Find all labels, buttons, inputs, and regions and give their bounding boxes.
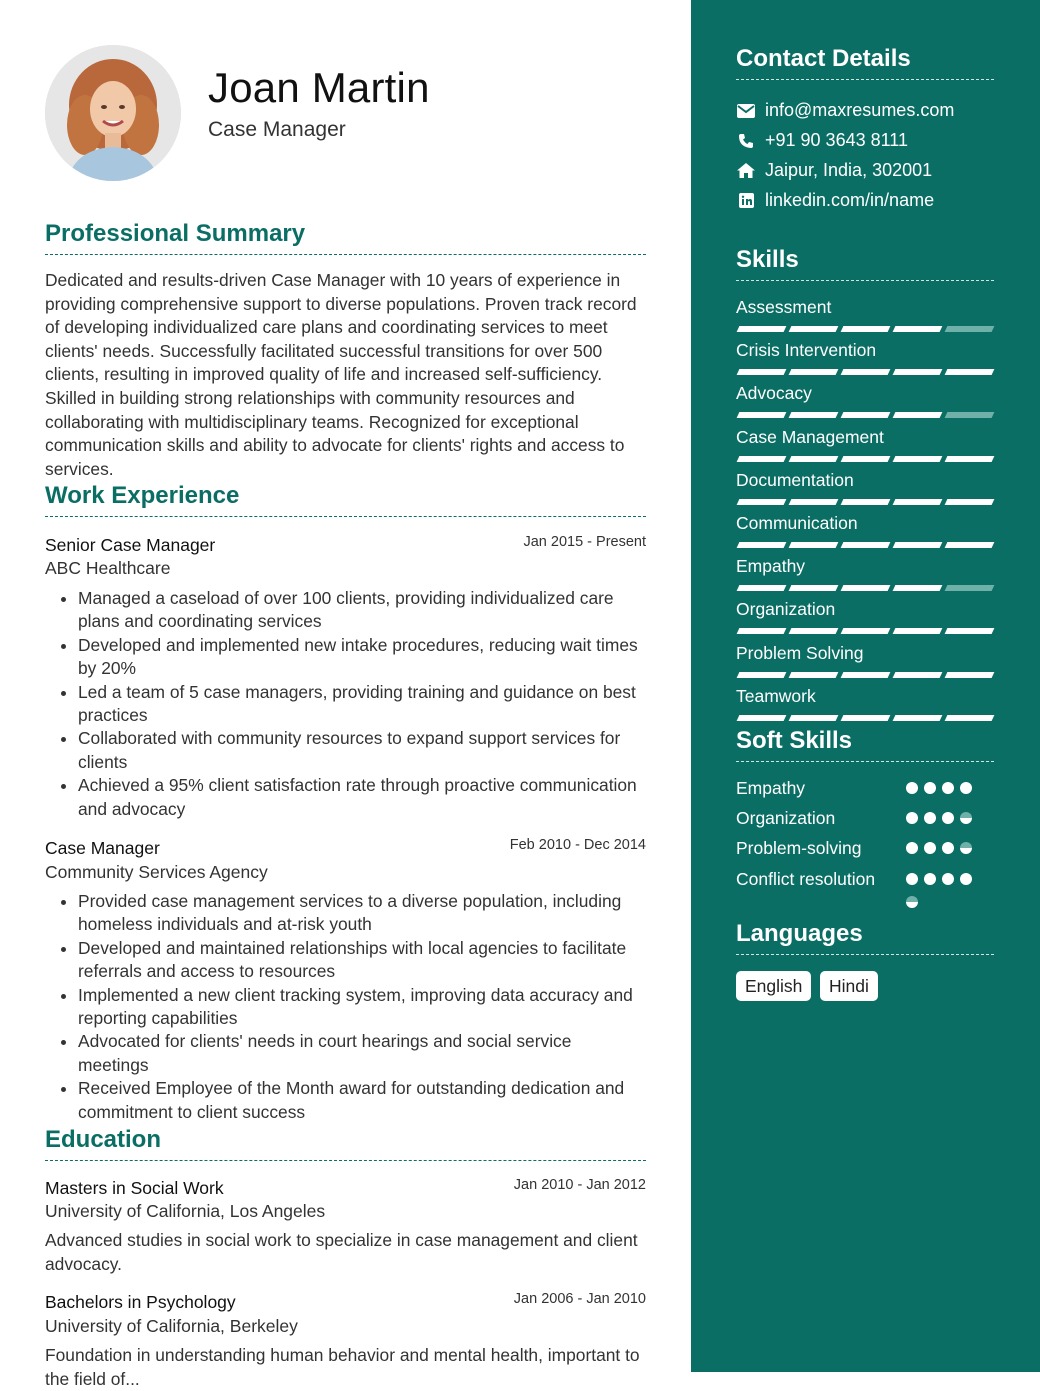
job-bullets — [45, 587, 646, 821]
skill-level-segment — [893, 542, 943, 548]
soft-skill-rating — [906, 782, 972, 794]
rating-dot — [960, 873, 972, 885]
skill-level-segment — [945, 585, 995, 591]
degree-title: Masters in Social Work — [45, 1178, 224, 1198]
skill-level-bar — [738, 542, 993, 548]
soft-skill-name: Problem-solving — [736, 838, 862, 858]
rating-dot — [942, 842, 954, 854]
candidate-title: Case Manager — [208, 118, 346, 141]
rating-dot — [960, 842, 972, 854]
envelope-icon — [736, 102, 756, 120]
skill-name: Teamwork — [736, 686, 816, 706]
job-bullets — [45, 890, 646, 1124]
skill-level-segment — [789, 585, 839, 591]
skill-level-segment — [841, 628, 891, 634]
language-tag: Hindi — [820, 971, 878, 1001]
skill-level-segment — [789, 499, 839, 505]
skill-level-bar — [738, 672, 993, 678]
job-org: ABC Healthcare — [45, 558, 171, 578]
rating-dot — [906, 842, 918, 854]
skill-level-segment — [841, 499, 891, 505]
skill-level-segment — [945, 369, 995, 375]
skill-level-segment — [893, 456, 943, 462]
skill-name: Advocacy — [736, 383, 812, 403]
job-title: Senior Case Manager — [45, 535, 216, 555]
skill-level-bar — [738, 585, 993, 591]
list-item: • Provided case management services to a diverse population, including homeless individuals and at-risk youth — [78, 890, 646, 937]
skill-level-segment — [893, 585, 943, 591]
soft-skill-name: Conflict resolution — [736, 869, 876, 889]
skill-level-segment — [945, 672, 995, 678]
rating-dot — [906, 873, 918, 885]
list-item: • Developed and maintained relationships with local agencies to facilitate referrals and access to resources — [78, 937, 646, 984]
skill-name: Crisis Intervention — [736, 340, 877, 360]
email-text: info@maxresumes.com — [765, 100, 955, 120]
contact-heading: Contact Details — [736, 45, 994, 80]
skill-level-segment — [737, 456, 787, 462]
list-item: • Achieved a 95% client satisfaction rate through proactive communication and advocacy — [78, 774, 646, 821]
summary-heading: Professional Summary — [45, 220, 646, 255]
address-text: Jaipur, India, 302001 — [765, 160, 933, 180]
education-heading: Education — [45, 1126, 646, 1161]
list-item: • Led a team of 5 case managers, providing training and guidance on best practices — [78, 681, 646, 728]
skill-level-bar — [738, 369, 993, 375]
skill-level-segment — [893, 628, 943, 634]
soft-skill-name: Empathy — [736, 778, 806, 798]
job-date: Jan 2015 - Present — [523, 534, 646, 550]
skill-level-segment — [841, 585, 891, 591]
skill-level-segment — [893, 499, 943, 505]
skill-level-segment — [737, 542, 787, 548]
skill-level-bar — [738, 456, 993, 462]
skill-level-segment — [893, 715, 943, 721]
rating-dot — [960, 782, 972, 794]
skill-level-segment — [737, 412, 787, 418]
skill-name: Organization — [736, 599, 836, 619]
contact-email[interactable] — [736, 100, 954, 121]
skill-level-segment — [945, 628, 995, 634]
list-item: • Collaborated with community resources to expand support services for clients — [78, 727, 646, 774]
skill-level-segment — [737, 715, 787, 721]
skill-level-segment — [945, 499, 995, 505]
skill-name: Assessment — [736, 297, 832, 317]
degree-description: Advanced studies in social work to specialize in case management and client advocacy. — [45, 1230, 638, 1274]
degree-description: Foundation in understanding human behavior and mental health, important to the field of... — [45, 1345, 640, 1389]
soft-skill-name: Organization — [736, 808, 836, 828]
skill-level-segment — [789, 412, 839, 418]
skill-level-bar — [738, 412, 993, 418]
list-item: • Managed a caseload of over 100 clients, providing individualized care plans and coordinating services — [78, 587, 646, 634]
soft-skill-rating — [906, 842, 972, 854]
rating-dot — [906, 812, 918, 824]
degree-date: Jan 2006 - Jan 2010 — [513, 1291, 646, 1307]
rating-dot — [906, 896, 918, 908]
skill-level-segment — [893, 672, 943, 678]
rating-dot — [942, 782, 954, 794]
skill-level-segment — [789, 672, 839, 678]
skill-level-segment — [945, 456, 995, 462]
skill-level-segment — [789, 369, 839, 375]
list-item: • Advocated for clients' needs in court hearings and social service meetings — [78, 1030, 646, 1077]
avatar-icon — [45, 45, 181, 181]
job-org: Community Services Agency — [45, 862, 268, 882]
school-name: University of California, Berkeley — [45, 1316, 298, 1336]
languages-heading: Languages — [736, 920, 994, 955]
skill-level-segment — [841, 542, 891, 548]
degree-title: Bachelors in Psychology — [45, 1292, 236, 1312]
skill-name: Communication — [736, 513, 858, 533]
soft-skills-heading: Soft Skills — [736, 727, 994, 762]
phone-icon — [736, 132, 756, 150]
skill-name: Case Management — [736, 427, 884, 447]
skill-level-segment — [841, 369, 891, 375]
skill-level-segment — [893, 412, 943, 418]
home-icon — [736, 162, 756, 180]
rating-dot — [906, 782, 918, 794]
list-item: • Received Employee of the Month award for outstanding dedication and commitment to client success — [78, 1077, 646, 1124]
list-item: • Developed and implemented new intake procedures, reducing wait times by 20% — [78, 634, 646, 681]
skill-level-segment — [893, 326, 943, 332]
skill-level-segment — [945, 326, 995, 332]
candidate-name: Joan Martin — [208, 64, 430, 111]
language-tag: English — [736, 971, 811, 1001]
skill-level-segment — [737, 326, 787, 332]
soft-skill-rating — [906, 812, 972, 824]
rating-dot — [924, 873, 936, 885]
rating-dot — [942, 812, 954, 824]
job-title: Case Manager — [45, 838, 160, 858]
skill-level-bar — [738, 715, 993, 721]
skill-level-segment — [789, 456, 839, 462]
skill-level-segment — [737, 369, 787, 375]
degree-date: Jan 2010 - Jan 2012 — [513, 1177, 646, 1193]
skill-level-segment — [737, 499, 787, 505]
skills-heading: Skills — [736, 246, 994, 281]
job-date: Feb 2010 - Dec 2014 — [509, 837, 646, 853]
rating-dot — [924, 812, 936, 824]
skill-level-segment — [737, 672, 787, 678]
skill-level-segment — [893, 369, 943, 375]
rating-dot — [960, 812, 972, 824]
phone-text: +91 90 3643 8111 — [765, 130, 908, 150]
skill-level-segment — [737, 585, 787, 591]
skill-level-segment — [789, 542, 839, 548]
skill-level-bar — [738, 628, 993, 634]
skill-level-segment — [945, 715, 995, 721]
skill-level-bar — [738, 326, 993, 332]
skill-name: Problem Solving — [736, 643, 864, 663]
experience-heading: Work Experience — [45, 482, 646, 517]
summary-text: Dedicated and results-driven Case Manager with 10 years of experience in providing comprehensive support to diverse populations. Proven track record of developing individualized care plans and coordinating services to meet clients' needs. Successfully facilitated successful transitions for over 500 clients, resulting in improved quality of life and increased self-sufficiency. Skilled in building strong relationships with community resources and collaborating with multidisciplinary teams. Recognized for exceptional communication skills and ability to advocate for clients' rights and access to services. — [45, 270, 637, 479]
list-item: • Implemented a new client tracking system, improving data accuracy and reporting capabilities — [78, 984, 646, 1031]
linkedin-text: linkedin.com/in/name — [765, 190, 935, 210]
contact-phone[interactable] — [736, 130, 908, 151]
skill-level-segment — [789, 326, 839, 332]
rating-dot — [924, 842, 936, 854]
profile-photo — [45, 45, 181, 181]
soft-skill-rating — [906, 873, 976, 908]
skill-level-segment — [841, 326, 891, 332]
sidebar — [691, 0, 1040, 1372]
skill-level-bar — [738, 499, 993, 505]
skill-level-segment — [841, 412, 891, 418]
skill-level-segment — [841, 672, 891, 678]
school-name: University of California, Los Angeles — [45, 1201, 326, 1221]
skill-name: Empathy — [736, 556, 806, 576]
skill-level-segment — [841, 715, 891, 721]
rating-dot — [942, 873, 954, 885]
skill-level-segment — [789, 715, 839, 721]
skill-name: Documentation — [736, 470, 854, 490]
contact-linkedin[interactable] — [736, 190, 934, 211]
skill-level-segment — [945, 542, 995, 548]
skill-level-segment — [945, 412, 995, 418]
rating-dot — [924, 782, 936, 794]
skill-level-segment — [789, 628, 839, 634]
skill-level-segment — [737, 628, 787, 634]
contact-address — [736, 160, 932, 181]
skill-level-segment — [841, 456, 891, 462]
linkedin-icon — [736, 192, 756, 210]
